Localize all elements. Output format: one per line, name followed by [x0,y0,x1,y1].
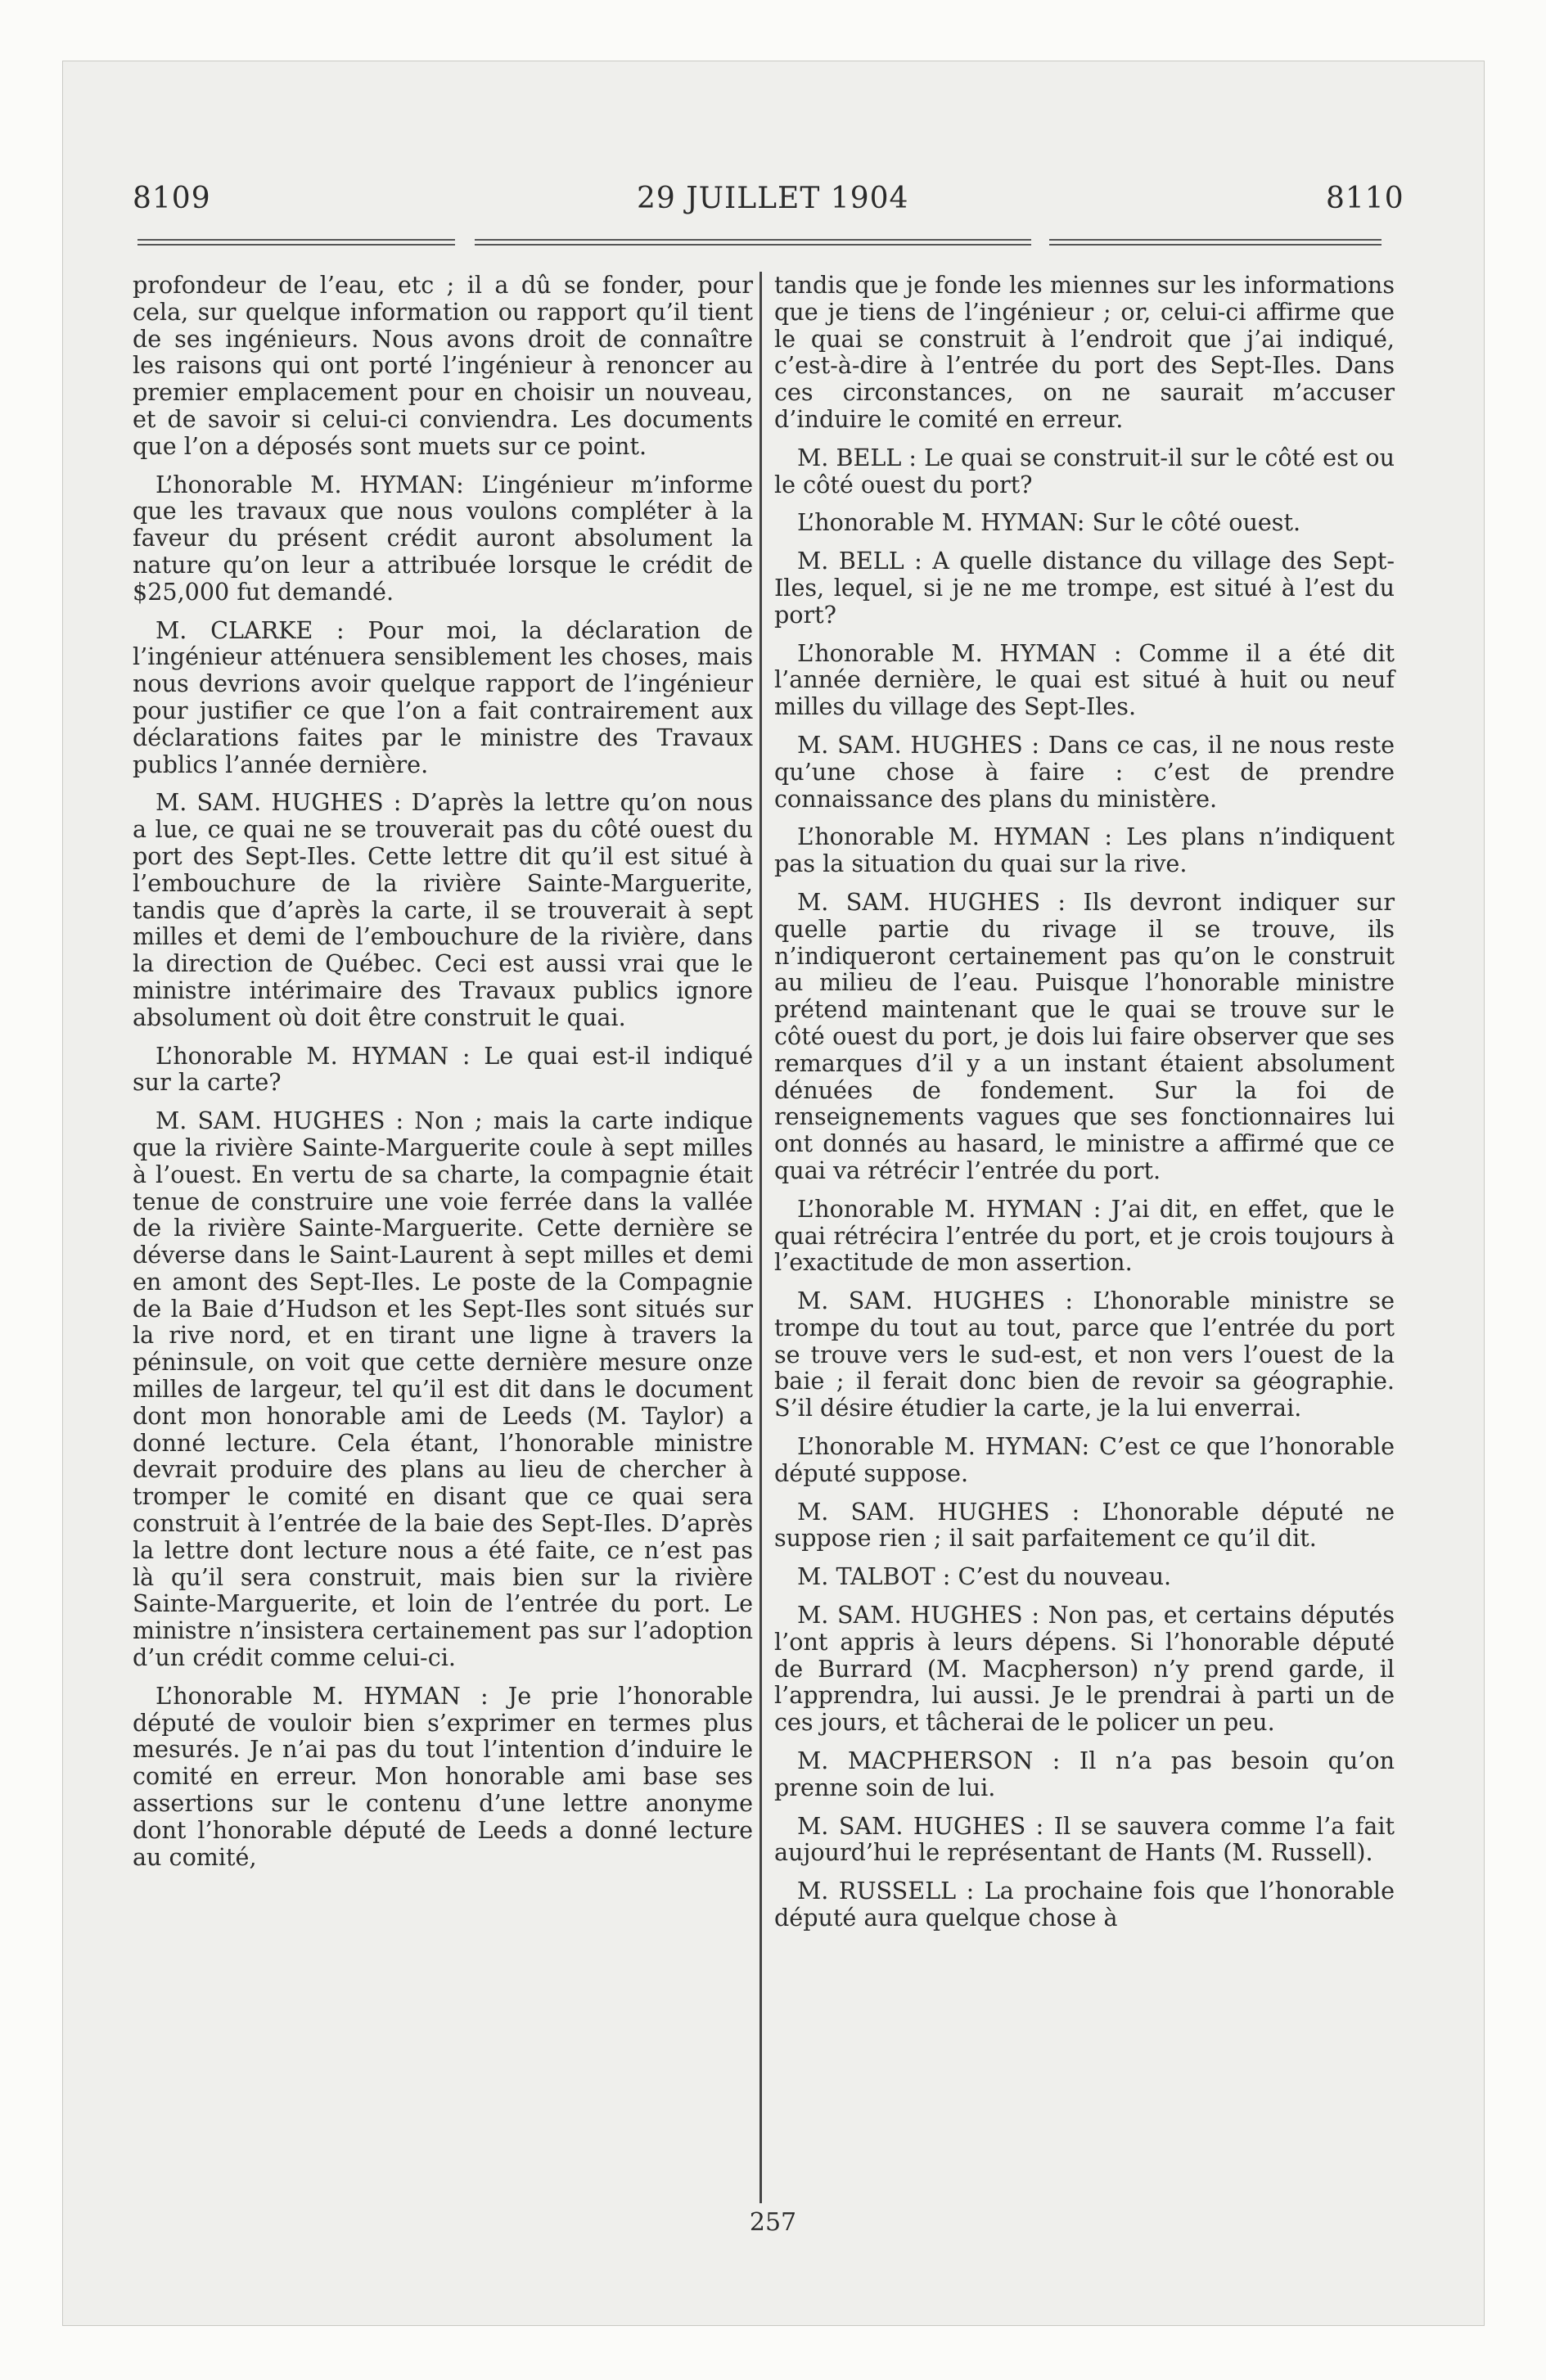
paragraph: L’honorable M. HYMAN: Sur le côté ouest. [797,508,1301,537]
paragraph: M. SAM. HUGHES : Non pas, et certains députés l’ont appris à leurs dépens. Si l’honorable député de Burrard (M. Macpherson) n’y prend garde, il l’apprendra, lui aussi. Je le prendrai à parti un de ces jours, et tâcherai de le policer un peu. [774,1601,1395,1737]
paragraph: L’honorable M. HYMAN: C’est ce que l’honorable député suppose. [774,1432,1395,1487]
page-number-left: 8109 [133,182,211,215]
paragraph: M. BELL : Le quai se construit-il sur le côté est ou le côté ouest du port? [774,443,1395,498]
paragraph: L’honorable M. HYMAN : Les plans n’indiquent pas la situation du quai sur la rive. [774,823,1395,878]
paragraph: L’honorable M. HYMAN : Comme il a été dit l’année dernière, le quai est situé à huit ou neuf milles du village des Sept-Iles. [774,638,1395,721]
paragraph: M. SAM. HUGHES : D’après la lettre qu’on nous a lue, ce quai ne se trouverait pas du côté ouest du port des Sept-Iles. Cette lettre dit qu’il est situé à l’embouchure de la rivière Sainte-Marguerite, tandis que d’après la carte, il se trouverait à sept milles et demi de l’embouchure de la rivière, dans la direction de Québec. Ceci est aussi vrai que le ministre intérimaire des Travaux publics ignore absolument où doit être construit le quai. [133,788,753,1031]
paragraph: M. RUSSELL : La prochaine fois que l’honorable député aura quelque chose à [774,1877,1395,1932]
paragraph: M. BELL : A quelle distance du village des Sept-Iles, lequel, si je ne me trompe, est situé à l’est du port? [774,547,1395,629]
paragraph: M. SAM. HUGHES : L’honorable ministre se trompe du tout au tout, parce que l’entrée du port se trouve vers le sud-est, et non vers l’ouest de la baie ; il ferait donc bien de revoir sa géographie. S’il désire étudier la carte, je la lui enverrai. [774,1287,1395,1422]
page-date: 29 JUILLET 1904 [637,182,909,215]
footer-page-number: 257 [749,2208,797,2237]
right-column [774,272,1395,1943]
paragraph: M. TALBOT : C’est du nouveau. [797,1562,1172,1591]
header-rule-middle [475,239,1031,246]
paragraph: M. CLARKE : Pour moi, la déclaration de l’ingénieur atténuera sensiblement les choses, mais nous devrions avoir quelque rapport de l’ingénieur pour justifier ce que l’on a fait contrairement aux déclarations faites par le ministre des Travaux publics l’année dernière. [133,615,753,778]
paragraph: M. SAM. HUGHES : L’honorable député ne suppose rien ; il sait parfaitement ce qu’il dit. [774,1497,1395,1553]
paragraph: M. MACPHERSON : Il n’a pas besoin qu’on prenne soin de lui. [774,1747,1395,1801]
header-rule-right [1049,239,1381,246]
paragraph: M. SAM. HUGHES : Il se sauvera comme l’a fait aujourd’hui le représentant de Hants (M. Russell). [774,1811,1395,1867]
column-divider [759,272,762,2203]
paragraph: M. SAM. HUGHES : Ils devront indiquer sur quelle partie du rivage il se trouve, ils n’indiqueront certainement pas qu’on le construit au milieu de l’eau. Puisque l’honorable ministre prétend maintenant que le quai se trouve sur le côté ouest du port, je dois lui faire observer que ses remarques d’il y a un instant étaient absolument dénuées de fondement. Sur la foi de renseignements vagues que ses fonctionnaires lui ont donnés au hasard, le ministre a affirmé que ce quai va rétrécir l’entrée du port. [774,887,1395,1184]
paragraph: L’honorable M. HYMAN: L’ingénieur m’informe que les travaux que nous voulons compléter à la faveur du présent crédit auront absolument la nature qu’on leur a attribuée lorsque le crédit de $25,000 fut demandé. [133,470,753,606]
paragraph: L’honorable M. HYMAN : J’ai dit, en effet, que le quai rétrécira l’entrée du port, et je crois toujours à l’exactitude de mon assertion. [774,1194,1395,1277]
paragraph: tandis que je fonde les miennes sur les informations que je tiens de l’ingénieur ; or, celui-ci affirme que le quai se construit à l’endroit que j’ai indiqué, c’est-à-dire à l’entrée du port des Sept-Iles. Dans ces circonstances, on ne saurait m’accuser d’induire le comité en erreur. [774,271,1395,433]
paragraph: L’honorable M. HYMAN : Le quai est-il indiqué sur la carte? [133,1041,753,1097]
page-header [0,182,1546,231]
paragraph: M. SAM. HUGHES : Non ; mais la carte indique que la rivière Sainte-Marguerite coule à sept milles à l’ouest. En vertu de sa charte, la compagnie était tenue de construire une voie ferrée dans la vallée de la rivière Sainte-Marguerite. Cette dernière se déverse dans le Saint-Laurent à sept milles et demi en amont des Sept-Iles. Le poste de la Compagnie de la Baie d’Hudson et les Sept-Iles sont situés sur la rive nord, et en tirant une ligne à travers la péninsule, on voit que cette dernière mesure onze milles de largeur, tel qu’il est dit dans le document dont mon honorable ami de Leeds (M. Taylor) a donné lecture. Cela étant, l’honorable ministre devrait produire des plans au lieu de chercher à tromper le comité en disant que ce quai sera construit à l’entrée de la baie des Sept-Iles. D’après la lettre dont lecture nous a été faite, ce n’est pas là qu’il sera construit, mais bien sur la rivière Sainte-Marguerite, et loin de l’entrée du port. Le ministre n’insistera certainement pas sur l’adoption d’un crédit comme celui-ci. [133,1107,753,1672]
page-number-right: 8110 [1326,182,1404,215]
paragraph: M. SAM. HUGHES : Dans ce cas, il ne nous reste qu’une chose à faire : c’est de prendre connaissance des plans du ministère. [774,730,1395,813]
header-rule-left [137,239,455,246]
paragraph: profondeur de l’eau, etc ; il a dû se fonder, pour cela, sur quelque information ou rapport qu’il tient de ses ingénieurs. Nous avons droit de connaître les raisons qui ont porté l’ingénieur à renoncer au premier emplacement pour en choisir un nouveau, et de savoir si celui-ci conviendra. Les documents que l’on a déposés sont muets sur ce point. [133,271,753,460]
paragraph: L’honorable M. HYMAN : Je prie l’honorable député de vouloir bien s’exprimer en termes plus mesurés. Je n’ai pas du tout l’intention d’induire le comité en erreur. Mon honorable ami base ses assertions sur le contenu d’une lettre anonyme dont l’honorable député de Leeds a donné lecture au comité, [133,1681,753,1871]
left-column [133,272,753,1882]
